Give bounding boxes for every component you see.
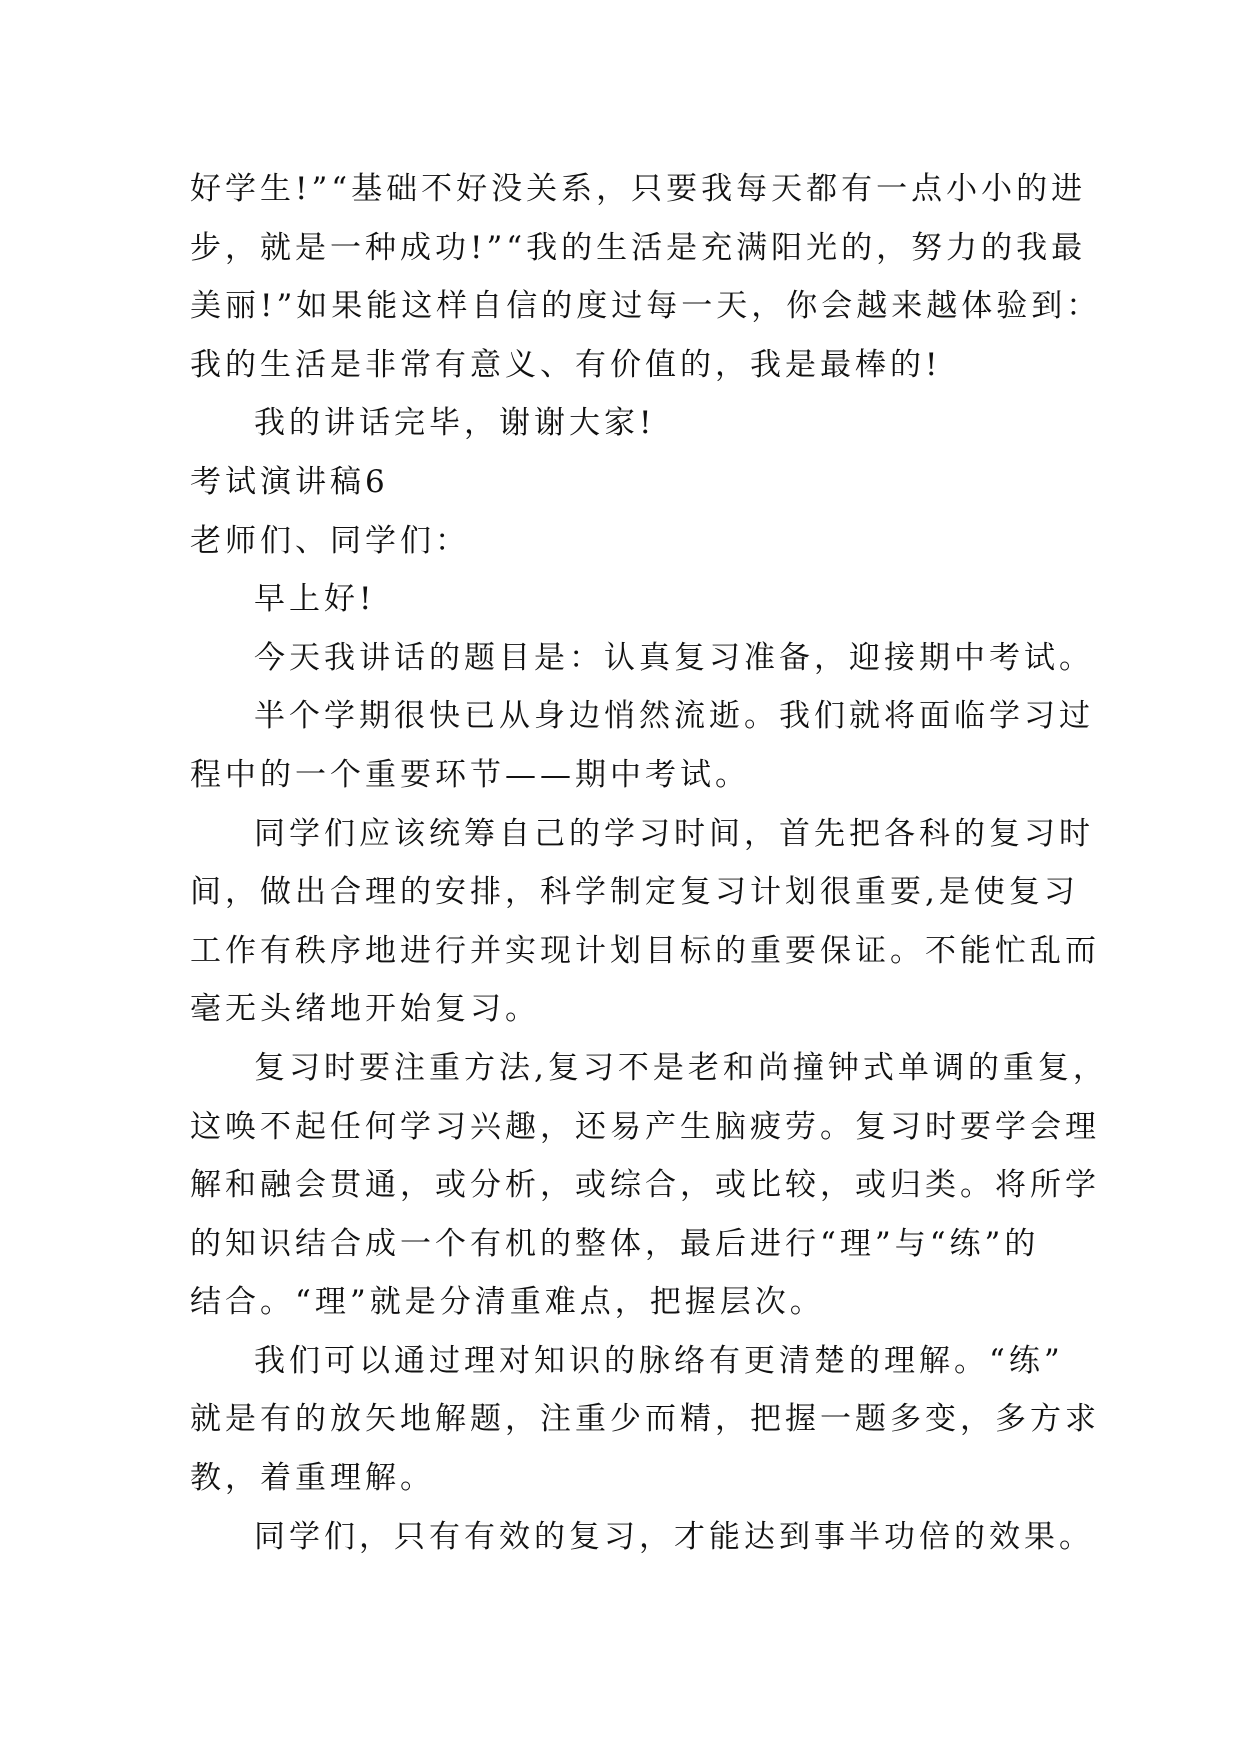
text-line: 程中的一个重要环节——期中考试。 [190,756,750,793]
paragraph-start: 我们可以通过理对知识的脉络有更清楚的理解。“练” [254,1342,1064,1379]
paragraph-start: 今天我讲话的题目是：认真复习准备，迎接期中考试。 [254,639,1094,676]
text-line: 就是有的放矢地解题，注重少而精，把握一题多变，多方求 [190,1401,1100,1438]
text-line: 的知识结合成一个有机的整体，最后进行“理”与“练”的 [190,1225,1040,1262]
closing-line: 我的讲话完毕，谢谢大家! [254,405,656,442]
text-line: 解和融会贯通，或分析，或综合，或比较，或归类。将所学 [190,1167,1100,1204]
section-heading: 考试演讲稿6 [190,463,389,500]
paragraph-start: 半个学期很快已从身边悄然流逝。我们就将面临学习过 [254,698,1094,735]
text-line: 间，做出合理的安排，科学制定复习计划很重要,是使复习 [190,874,1079,911]
paragraph-start: 同学们，只有有效的复习，才能达到事半功倍的效果。 [254,1518,1094,1555]
text-line: 结合。“理”就是分清重难点，把握层次。 [190,1284,825,1321]
text-line: 这唤不起任何学习兴趣，还易产生脑疲劳。复习时要学会理 [190,1108,1100,1145]
greeting: 早上好! [254,581,376,618]
document-body [190,160,1108,1566]
text-line: 教，着重理解。 [190,1460,435,1497]
text-line: 毫无头绪地开始复习。 [190,991,540,1028]
paragraph-start: 复习时要注重方法,复习不是老和尚撞钟式单调的重复， [254,1049,1108,1086]
salutation: 老师们、同学们： [190,522,470,559]
text-line: 工作有秩序地进行并实现计划目标的重要保证。不能忙乱而 [190,932,1100,969]
text-line: 好学生!”“基础不好没关系，只要我每天都有一点小小的进 [190,171,1087,207]
text-line: 步，就是一种成功!”“我的生活是充满阳光的，努力的我最 [190,229,1087,266]
text-line: 美丽!”如果能这样自信的度过每一天，你会越来越体验到： [190,288,1102,325]
text-line: 我的生活是非常有意义、有价值的，我是最棒的! [190,346,942,383]
paragraph-start: 同学们应该统筹自己的学习时间，首先把各科的复习时 [254,815,1094,852]
